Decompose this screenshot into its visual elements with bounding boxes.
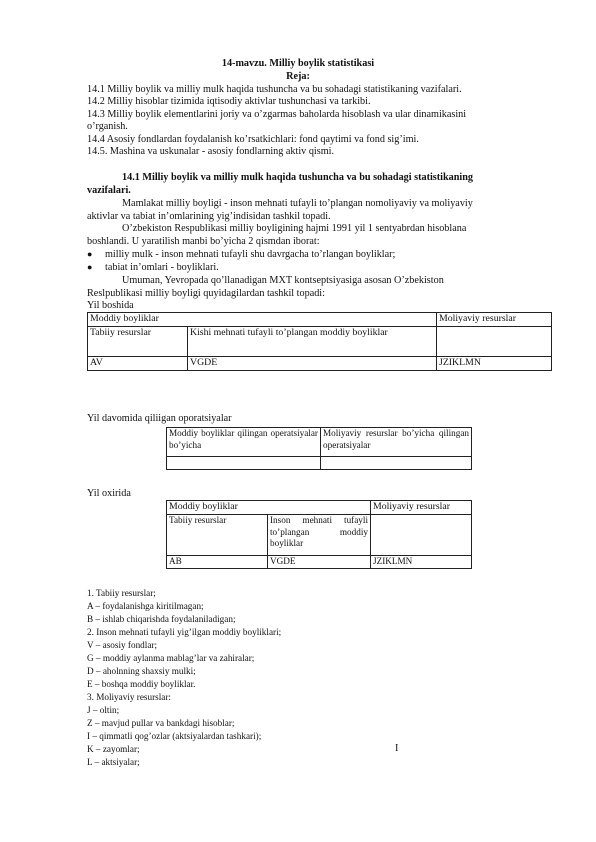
legend-item: 1. Tabiiy resurslar; <box>87 588 156 598</box>
table-cell <box>437 327 552 357</box>
paragraph-3: Umuman, Yevropada qo’llanadigan MXT kontseptsiyasiga asosan O’zbekiston <box>122 275 444 286</box>
page-number: I <box>395 743 399 754</box>
legend-item: J – oltin; <box>87 705 120 715</box>
bullet-item: milliy mulk - inson mehnati tufayli shu davrgacha to’rlangan boyliklar; <box>105 249 396 260</box>
section-heading-cont: vazifalari. <box>87 185 131 196</box>
section-heading: 14.1 Milliy boylik va milliy mulk haqida tushuncha va bu sohadagi statistikaning <box>122 172 474 183</box>
table-cell: AV <box>88 357 188 371</box>
table-year-during <box>166 427 472 470</box>
label-year-during: Yil davomida qiliigan oporatsiyalar <box>87 413 232 424</box>
legend-item: I – qimmatli qog’ozlar (aktsiyalardan tashkari); <box>87 731 262 741</box>
legend-item: 2. Inson mehnati tufayli yig’ilgan moddiy boyliklari; <box>87 627 282 637</box>
table-header: Moddiy boyliklar <box>167 501 371 515</box>
table-cell: Inson mehnati tufayli to’plangan moddiy boyliklar <box>268 515 371 556</box>
table-cell: Tabiiy resurslar <box>167 515 268 556</box>
label-year-start: Yil boshida <box>87 300 134 311</box>
table-cell: Tabiiy resurslar <box>88 327 188 357</box>
bullet-item: tabiat in’omlari - boyliklari. <box>105 262 219 273</box>
legend-item: K – zayomlar; <box>87 744 140 754</box>
document-title: 14-mavzu. Milliy boylik statistikasi <box>221 58 375 69</box>
table-cell <box>371 515 472 556</box>
legend-item: B – ishlab chiqarishda foydalaniladigan; <box>87 614 236 624</box>
table-cell <box>167 457 321 470</box>
plan-item: 14.4 Asosiy fondlardan foydalanish ko’rsatkichlari: fond qaytimi va fond sig’imi. <box>87 134 419 145</box>
bullet-icon: ● <box>87 262 93 272</box>
table-header: Moliyaviy resurslar <box>371 501 472 515</box>
legend-item: V – asosiy fondlar; <box>87 640 158 650</box>
table-cell: JZIKLMN <box>437 357 552 371</box>
table-cell: VGDE <box>188 357 437 371</box>
plan-item: 14.5. Mashina va uskunalar - asosiy fondlarning aktiv qismi. <box>87 146 335 157</box>
legend-item: 3. Moliyaviy resurslar: <box>87 692 171 702</box>
legend-item: L – aktsiyalar; <box>87 757 140 767</box>
plan-item: 14.2 Milliy hisoblar tizimida iqtisodiy aktivlar tushunchasi va tarkibi. <box>87 96 371 107</box>
table-cell: Kishi mehnati tufayli to’plangan moddiy boyliklar <box>188 327 437 357</box>
label-year-end: Yil oxirida <box>87 488 131 499</box>
table-year-end <box>166 500 472 569</box>
legend-item: E – boshqa moddiy boyliklar. <box>87 679 196 689</box>
plan-item: 14.3 Milliy boylik elementlarini joriy va o’zgarmas baholarda hisoblash va ular dinamikasini <box>87 109 467 120</box>
table-header: Moliyaviy resurslar bo’yicha qilingan operatsiyalar <box>321 428 472 457</box>
legend-item: Z – mavjud pullar va bankdagi hisoblar; <box>87 718 235 728</box>
legend-item: A – foydalanishga kiritilmagan; <box>87 601 204 611</box>
table-header: Moliyaviy resurslar <box>437 313 552 327</box>
plan-item: 14.1 Milliy boylik va milliy mulk haqida tushuncha va bu sohadagi statistikaning vazifalari. <box>87 84 462 95</box>
bullet-icon: ● <box>87 249 93 259</box>
paragraph-2-cont: boshlandi. U yaratilish manbi bo’yicha 2 qismdan iborat: <box>87 236 320 247</box>
paragraph-3-cont: Reslpublikasi milliy boyligi quyidagilardan tashkil topadi: <box>87 288 325 299</box>
table-cell: AB <box>167 556 268 569</box>
legend-item: D – aholnning shaxsiy mulki; <box>87 666 196 676</box>
table-header: Moddiy boyliklar qilingan operatsiyalar bo’yicha <box>167 428 321 457</box>
legend-item: G – moddiy aylanma mablag’lar va zahiralar; <box>87 653 255 663</box>
paragraph-1: Mamlakat milliy boyligi - inson mehnati tufayli to’plangan nomoliyaviy va moliyaviy <box>122 198 473 209</box>
paragraph-2: O’zbekiston Respublikasi milliy boyligining hajmi 1991 yil 1 sentyabrdan hisoblana <box>122 223 467 234</box>
table-cell <box>321 457 472 470</box>
paragraph-1-cont: aktivlar va tabiat in’omlarining yig’indisidan tashkil topadi. <box>87 211 331 222</box>
table-cell: VGDE <box>268 556 371 569</box>
plan-heading: Reja: <box>286 71 310 82</box>
table-year-start <box>87 312 552 371</box>
table-header: Moddiy boyliklar <box>88 313 437 327</box>
table-cell: JZIKLMN <box>371 556 472 569</box>
plan-item: o’rganish. <box>87 121 128 132</box>
